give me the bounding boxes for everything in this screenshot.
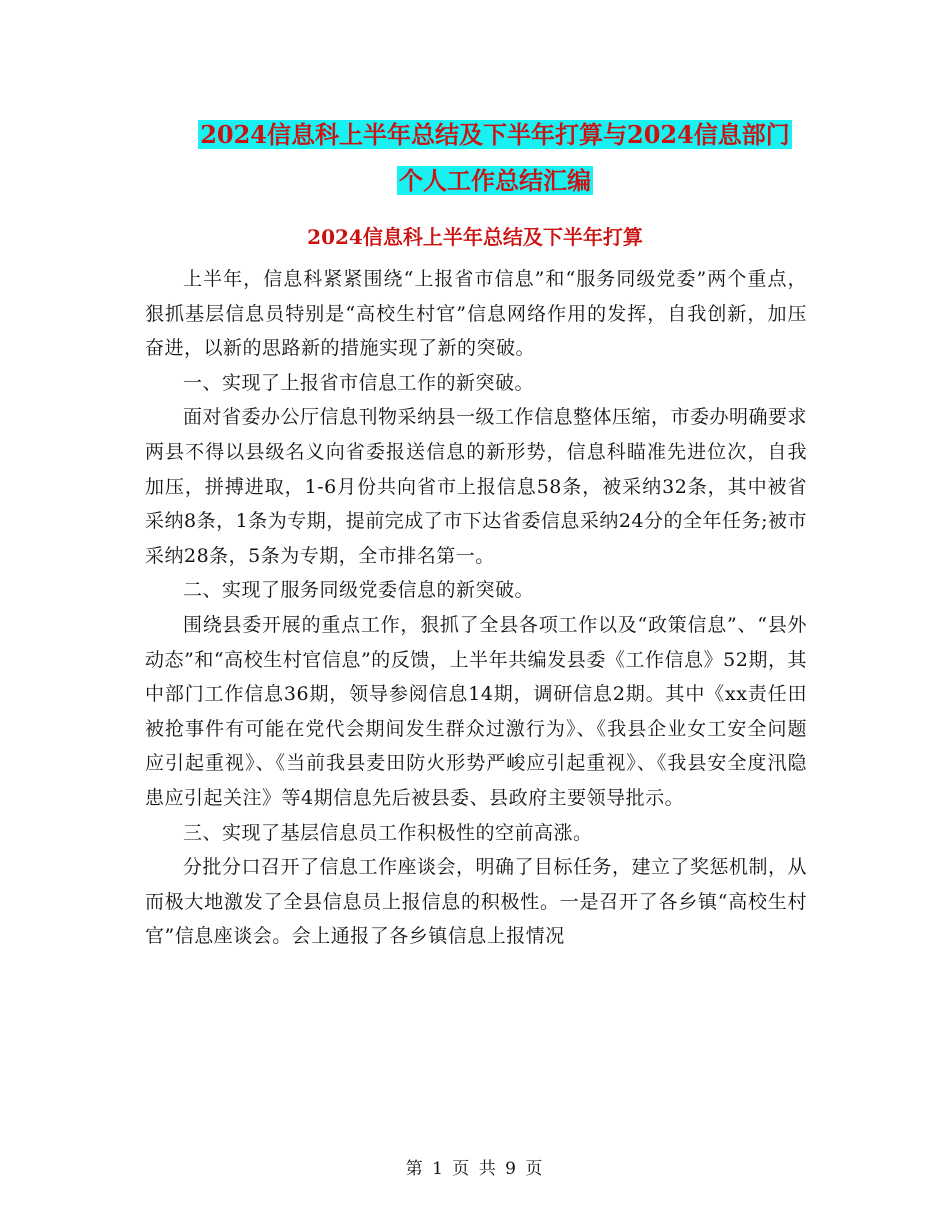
paragraph: 三、实现了基层信息员工作积极性的空前高涨。 bbox=[183, 821, 593, 844]
paragraph: 上半年，信息科紧紧围绕“上报省市信息”和“服务同级党委”两个重点，狠抓基层信息员特别是“高校生村官”信息网络作用的发挥，自我创新，加压奋进，以新的思路新的措施实现了新的突破。 bbox=[145, 268, 807, 360]
paragraph: 一、实现了上报省市信息工作的新突破。 bbox=[183, 371, 535, 394]
paragraph: 围绕县委开展的重点工作，狠抓了全县各项工作以及“政策信息”、“县外动态”和“高校生村官信息”的反馈，上半年共编发县委《工作信息》52期，其中部门工作信息36期，领导参阅信息14期，调研信息2期。其中《xx责任田被抢事件有可能在党代会期间发生群众过激行为》、《我县企业女工安全问题应引起重视》、《当前我县麦田防火形势严峻应引起重视》、《我县安全度汛隐患应引起关注》等4期信息先后被县委、县政府主要领导批示。 bbox=[145, 613, 807, 809]
paragraph: 面对省委办公厅信息刊物采纳县一级工作信息整体压缩，市委办明确要求两县不得以县级名义向省委报送信息的新形势，信息科瞄准先进位次，自我加压，拼搏进取，1-6月份共向省市上报信息58条，被采纳32条，其中被省采纳8条，1条为专期，提前完成了市下达省委信息采纳24分的全年任务;被市采纳28条，5条为专期，全市排名第一。 bbox=[145, 406, 808, 567]
paragraph: 分批分口召开了信息工作座谈会，明确了目标任务，建立了奖惩机制，从而极大地激发了全县信息员上报信息的积极性。一是召开了各乡镇“高校生村官”信息座谈会。会上通报了各乡镇信息上报情况 bbox=[145, 856, 808, 948]
title-line-2: 个人工作总结汇编 bbox=[399, 166, 591, 195]
section-title: 2024信息科上半年总结及下半年打算 bbox=[307, 225, 643, 249]
document-title bbox=[145, 112, 845, 204]
page-footer: 第 1 页 共 9 页 bbox=[405, 1159, 545, 1179]
paragraph: 二、实现了服务同级党委信息的新突破。 bbox=[183, 579, 535, 602]
document-body bbox=[145, 262, 807, 954]
title-line-1: 2024信息科上半年总结及下半年打算与2024信息部门 bbox=[200, 120, 790, 149]
